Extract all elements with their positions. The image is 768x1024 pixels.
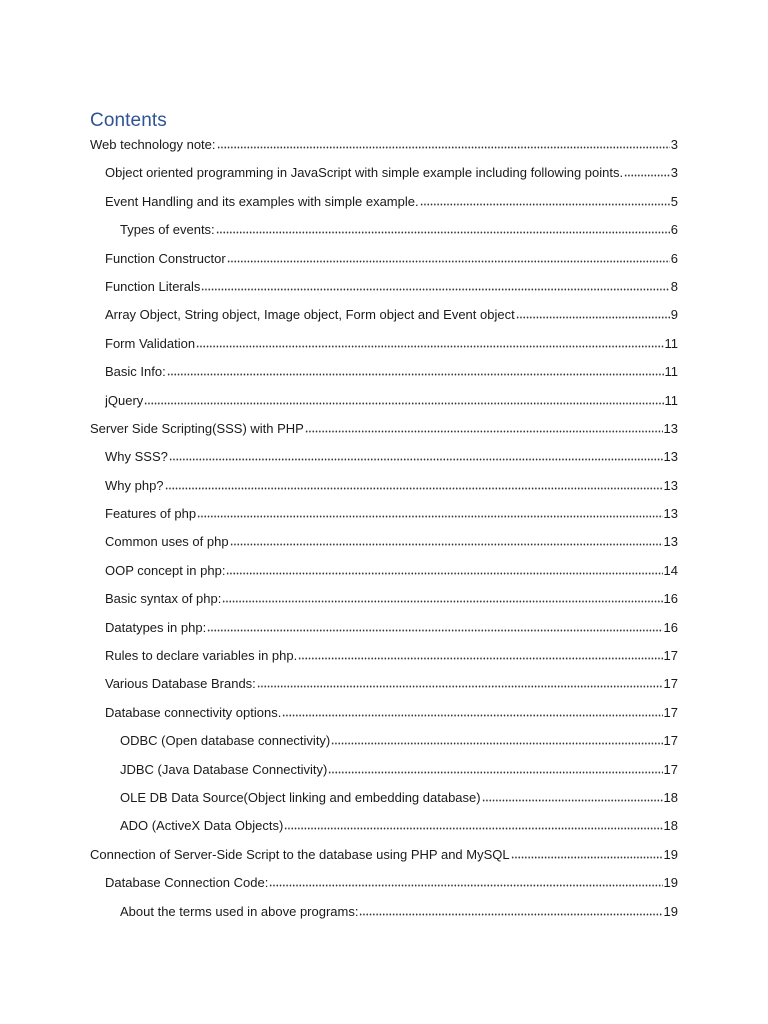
toc-entry-page-number: 5 (670, 193, 678, 209)
dot-leader (201, 279, 669, 291)
toc-entry-title: Database Connection Code: (105, 875, 269, 891)
toc-entry-page-number: 13 (663, 477, 678, 493)
dot-leader (207, 620, 662, 632)
toc-entry[interactable] (90, 361, 678, 389)
dot-leader (511, 847, 663, 859)
dot-leader (226, 563, 662, 575)
toc-entry-title: Event Handling and its examples with simple example. (105, 193, 419, 209)
toc-entry-page-number: 17 (663, 676, 678, 692)
dot-leader (305, 421, 663, 433)
toc-entry[interactable] (90, 503, 678, 531)
toc-entry-page-number: 13 (663, 534, 678, 550)
toc-entry-page-number: 8 (670, 278, 678, 294)
toc-entry-page-number: 18 (663, 818, 678, 834)
toc-entry[interactable] (90, 219, 678, 247)
dot-leader (165, 478, 663, 490)
toc-entry-page-number: 13 (663, 420, 678, 436)
dot-leader (420, 194, 670, 206)
dot-leader (516, 307, 670, 319)
toc-entry-page-number: 11 (664, 335, 678, 351)
dot-leader (328, 762, 662, 774)
toc-entry[interactable] (90, 333, 678, 361)
dot-leader (298, 648, 662, 660)
toc-entry[interactable] (90, 617, 678, 645)
toc-entry-page-number: 17 (663, 733, 678, 749)
toc-entry-title: Various Database Brands: (105, 676, 256, 692)
toc-entry[interactable] (90, 418, 678, 446)
dot-leader (216, 222, 670, 234)
toc-entry[interactable] (90, 702, 678, 730)
dot-leader (217, 137, 670, 149)
toc-entry-page-number: 9 (670, 307, 678, 323)
toc-entry-title: Datatypes in php: (105, 619, 207, 635)
toc-entry-page-number: 18 (663, 789, 678, 805)
toc-entry[interactable] (90, 901, 678, 929)
toc-entry-page-number: 11 (664, 364, 678, 380)
toc-entry[interactable] (90, 446, 678, 474)
toc-entry-title: Web technology note: (90, 137, 216, 152)
toc-entry[interactable] (90, 134, 678, 162)
toc-entry-page-number: 19 (663, 846, 678, 862)
toc-entry[interactable] (90, 588, 678, 616)
toc-entry-page-number: 17 (663, 648, 678, 664)
toc-entry[interactable] (90, 815, 678, 843)
toc-entry-page-number: 13 (663, 506, 678, 522)
toc-entry[interactable] (90, 276, 678, 304)
toc-entry-title: ADO (ActiveX Data Objects) (120, 818, 284, 834)
toc-entry-title: Why php? (105, 477, 164, 493)
dot-leader (222, 591, 662, 603)
toc-entry[interactable] (90, 844, 678, 872)
toc-entry-title: Why SSS? (105, 449, 168, 465)
dot-leader (282, 705, 662, 717)
toc-entry-page-number: 3 (670, 165, 678, 181)
toc-entry-page-number: 17 (663, 704, 678, 720)
toc-entry[interactable] (90, 191, 678, 219)
toc-entry[interactable] (90, 645, 678, 673)
toc-entry[interactable] (90, 872, 678, 900)
dot-leader (482, 790, 663, 802)
toc-entry[interactable] (90, 759, 678, 787)
toc-entry[interactable] (90, 390, 678, 418)
dot-leader (144, 393, 663, 405)
dot-leader (169, 449, 663, 461)
toc-entry-title: About the terms used in above programs: (120, 903, 359, 919)
toc-entry-title: OOP concept in php: (105, 562, 226, 578)
dot-leader (284, 818, 662, 830)
toc-heading: Contents (90, 110, 167, 131)
toc-list (90, 134, 678, 929)
toc-entry-page-number: 13 (663, 449, 678, 465)
toc-entry[interactable] (90, 531, 678, 559)
toc-entry[interactable] (90, 787, 678, 815)
toc-entry[interactable] (90, 730, 678, 758)
toc-entry[interactable] (90, 248, 678, 276)
toc-entry[interactable] (90, 560, 678, 588)
toc-entry-title: ODBC (Open database connectivity) (120, 733, 331, 749)
dot-leader (624, 165, 670, 177)
toc-entry-page-number: 6 (670, 250, 678, 266)
toc-entry-title: Object oriented programming in JavaScript with simple example including following points. (105, 165, 624, 181)
toc-entry-title: JDBC (Java Database Connectivity) (120, 761, 328, 777)
toc-entry-title: Basic syntax of php: (105, 591, 222, 607)
dot-leader (331, 733, 662, 745)
toc-entry-title: Basic Info: (105, 364, 166, 380)
toc-entry-title: Function Literals (105, 278, 201, 294)
toc-entry-page-number: 16 (663, 619, 678, 635)
dot-leader (227, 251, 670, 263)
toc-entry-title: Form Validation (105, 335, 196, 351)
toc-entry-title: Function Constructor (105, 250, 226, 266)
dot-leader (269, 875, 662, 887)
toc-entry-title: Database connectivity options. (105, 704, 282, 720)
toc-entry-page-number: 14 (663, 562, 678, 578)
toc-entry-page-number: 3 (670, 137, 678, 152)
toc-entry-page-number: 16 (663, 591, 678, 607)
toc-entry-page-number: 17 (663, 761, 678, 777)
toc-entry-title: Array Object, String object, Image object, Form object and Event object (105, 307, 515, 323)
dot-leader (197, 506, 662, 518)
toc-entry-page-number: 19 (663, 903, 678, 919)
toc-entry-title: Rules to declare variables in php. (105, 648, 298, 664)
toc-entry[interactable] (90, 162, 678, 190)
dot-leader (359, 904, 662, 916)
toc-entry-title: jQuery (105, 392, 144, 408)
toc-entry[interactable] (90, 673, 678, 701)
toc-entry-title: Connection of Server-Side Script to the database using PHP and MySQL (90, 846, 510, 862)
dot-leader (257, 676, 663, 688)
dot-leader (230, 534, 663, 546)
toc-entry[interactable] (90, 304, 678, 332)
toc-entry-title: Types of events: (120, 222, 215, 238)
dot-leader (196, 336, 663, 348)
toc-entry-title: Server Side Scripting(SSS) with PHP (90, 420, 304, 436)
toc-entry-title: Common uses of php (105, 534, 229, 550)
toc-entry-page-number: 6 (670, 222, 678, 238)
toc-entry[interactable] (90, 475, 678, 503)
toc-entry-page-number: 11 (664, 392, 678, 408)
toc-entry-title: Features of php (105, 506, 197, 522)
toc-entry-page-number: 19 (663, 875, 678, 891)
dot-leader (167, 364, 664, 376)
toc-entry-title: OLE DB Data Source(Object linking and embedding database) (120, 789, 481, 805)
